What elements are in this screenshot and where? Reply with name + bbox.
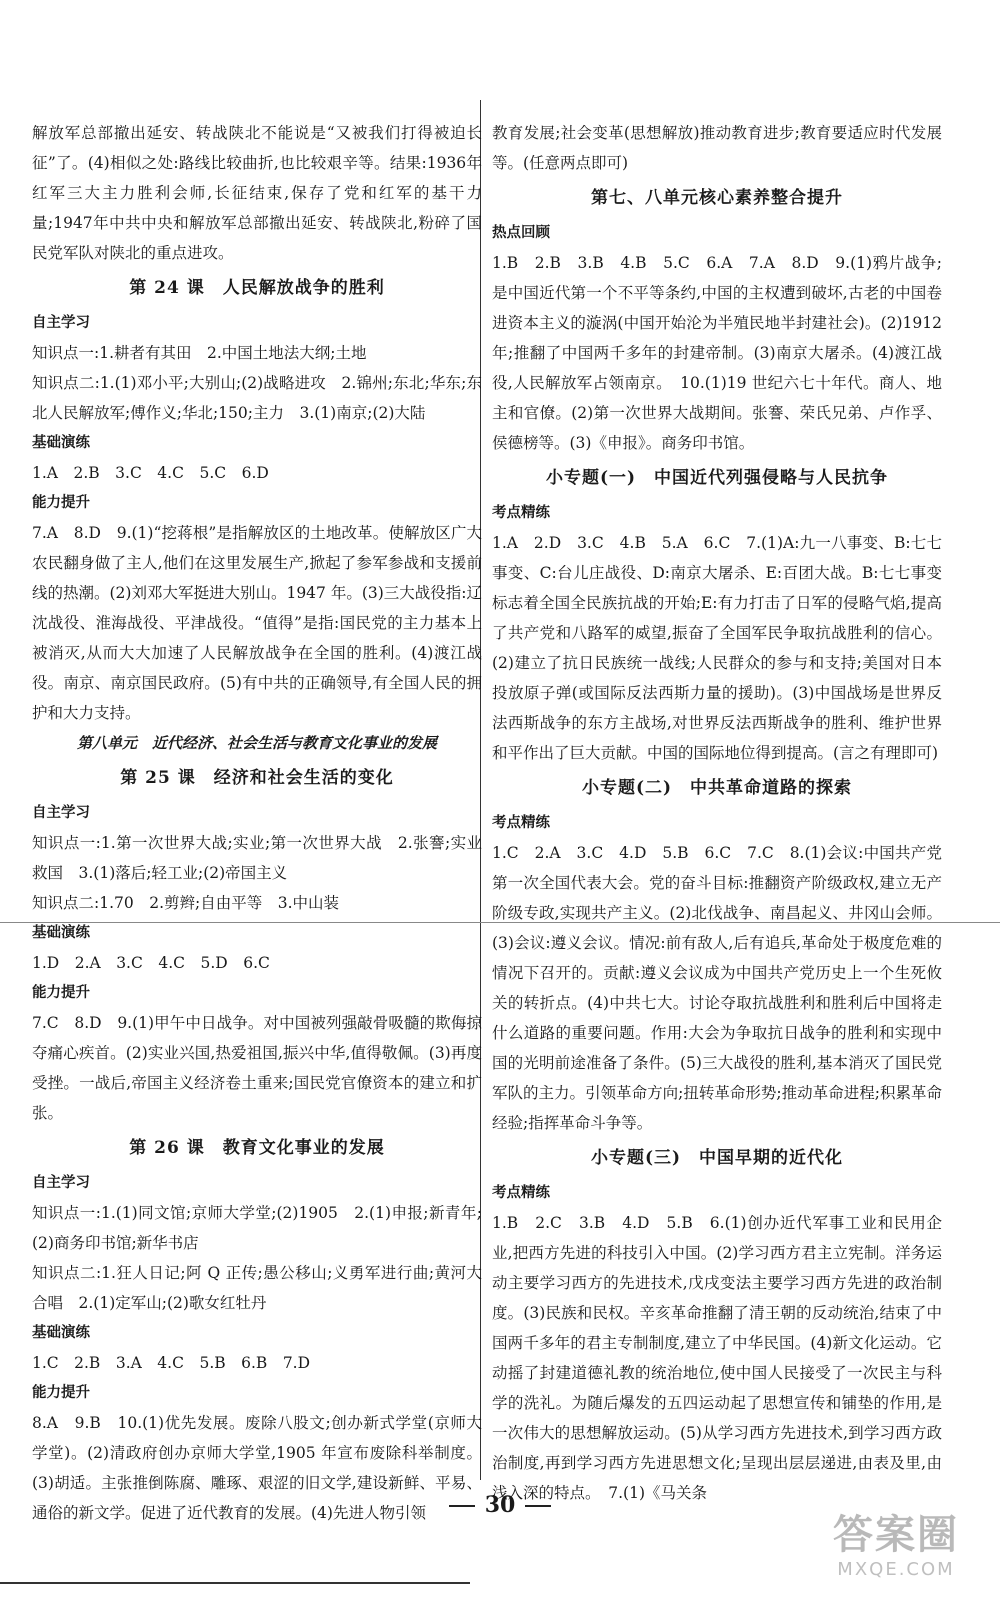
knowledge-point-1: 知识点一:1.第一次世界大战;实业;第一次世界大战 2.张謇;实业救国 3.(1)落后;轻工业;(2)帝国主义 bbox=[32, 834, 482, 882]
watermark-logo: 答案圈 bbox=[833, 1512, 959, 1558]
ability-answers: 8.A 9.B 10.(1)优先发展。废除八股文;创办新式学堂(京师大学堂)。(2)清政府创办京师大学堂,1905 年宣布废除科举制度。(3)胡适。主张推倒陈腐、雕琢、艰涩的旧文学,建设新鲜、平易、通俗的新文学。促进了近代教育的发展。(4)先进人物引领 bbox=[32, 1414, 482, 1522]
knowledge-point-2: 知识点二:1.70 2.剪辫;自由平等 3.中山装 bbox=[32, 894, 340, 912]
section-heading: 基础演练 bbox=[32, 924, 90, 941]
section-heading: 自主学习 bbox=[32, 1174, 90, 1191]
knowledge-point-2: 知识点二:1.狂人日记;阿 Q 正传;愚公移山;义勇军进行曲;黄河大合唱 2.(1)定军山;(2)歌女红牡丹 bbox=[32, 1264, 482, 1312]
knowledge-point-1: 知识点一:1.(1)同文馆;京师大学堂;(2)1905 2.(1)申报;新青年;(2)商务印书馆;新华书店 bbox=[32, 1204, 482, 1252]
core-review-title: 第七、八单元核心素养整合提升 bbox=[591, 188, 843, 208]
section-heading: 能力提升 bbox=[32, 984, 90, 1001]
knowledge-point-1: 知识点一:1.耕者有其田 2.中国土地法大纲;土地 bbox=[32, 344, 367, 362]
right-column bbox=[492, 118, 942, 1508]
left-column bbox=[32, 118, 482, 1528]
lesson-26-title: 第 26 课 教育文化事业的发展 bbox=[129, 1138, 385, 1158]
section-heading: 热点回顾 bbox=[492, 224, 550, 241]
topic-1-title: 小专题(一) 中国近代列强侵略与人民抗争 bbox=[545, 468, 889, 488]
ability-answers: 7.C 8.D 9.(1)甲午中日战争。对中国被列强敲骨吸髓的欺侮掠夺痛心疾首。(2)实业兴国,热爱祖国,振兴中华,值得敬佩。(3)再度受挫。一战后,帝国主义经济卷土重来;国民党官僚资本的建立和扩张。 bbox=[32, 1014, 482, 1122]
watermark-url: MXQE.COM bbox=[837, 1559, 955, 1580]
basic-answers: 1.D 2.A 3.C 4.C 5.D 6.C bbox=[32, 954, 270, 972]
watermark bbox=[816, 1512, 976, 1592]
section-heading: 考点精练 bbox=[492, 814, 550, 831]
section-heading: 自主学习 bbox=[32, 314, 90, 331]
basic-answers: 1.A 2.B 3.C 4.C 5.C 6.D bbox=[32, 464, 269, 482]
ability-answers: 7.A 8.D 9.(1)“挖蒋根”是指解放区的土地改革。使解放区广大农民翻身做了主人,他们在这里发展生产,掀起了参军参战和支援前线的热潮。(2)刘邓大军挺进大别山。1947 年。(3)三大战役指:辽沈战役、淮海战役、平津战役。“值得”是指:国民党的主力基本上被消灭,从而大大加速了人民解放战争在全国的胜利。(4)渡江战役。南京、南京国民政府。(5)有中共的正确领导,有全国人民的拥护和大力支持。 bbox=[32, 524, 483, 722]
basic-answers: 1.C 2.B 3.A 4.C 5.B 6.B 7.D bbox=[32, 1354, 311, 1372]
bottom-rule bbox=[0, 1582, 470, 1584]
section-heading: 能力提升 bbox=[32, 494, 90, 511]
topic-2-answers: 1.C 2.A 3.C 4.D 5.B 6.C 7.C 8.(1)会议:中国共产党第一次全国代表大会。党的奋斗目标:推翻资产阶级政权,建立无产阶级专政,实现共产主义。(2)北伐战争、南昌起义、井冈山会师。(3)会议:遵义会议。情况:前有敌人,后有追兵,革命处于极度危难的情况下召开的。贡献:遵义会议成为中国共产党历史上一个生死攸关的转折点。(4)中共七大。讨论夺取抗战胜利和胜利后中国将走什么道路的重要问题。作用:大会为争取抗日战争的胜利和实现中国的光明前途准备了条件。(5)三大战役的胜利,基本消灭了国民党军队的主力。引领革命方向;扭转革命形势;推动革命进程;积累革命经验;指挥革命斗争等。 bbox=[492, 844, 942, 1132]
lesson-25-title: 第 25 课 经济和社会生活的变化 bbox=[120, 768, 394, 788]
page-number-value: 30 bbox=[484, 1492, 516, 1518]
section-heading: 基础演练 bbox=[32, 434, 90, 451]
section-heading: 考点精练 bbox=[492, 1184, 550, 1201]
section-heading: 自主学习 bbox=[32, 804, 90, 821]
section-heading: 能力提升 bbox=[32, 1384, 90, 1401]
dash-left bbox=[449, 1505, 475, 1507]
right-intro: 教育发展;社会变革(思想解放)推动教育进步;教育要适应时代发展等。(任意两点即可) bbox=[492, 124, 942, 172]
knowledge-point-2: 知识点二:1.(1)邓小平;大别山;(2)战略进攻 2.锦州;东北;华东;东北人民解放军;傅作义;华北;150;主力 3.(1)南京;(2)大陆 bbox=[32, 374, 482, 422]
topic-2-title: 小专题(二) 中共革命道路的探索 bbox=[581, 778, 853, 798]
lesson-24-title: 第 24 课 人民解放战争的胜利 bbox=[129, 278, 385, 298]
section-heading: 基础演练 bbox=[32, 1324, 90, 1341]
dash-right bbox=[525, 1505, 551, 1507]
topic-3-title: 小专题(三) 中国早期的近代化 bbox=[590, 1148, 844, 1168]
topic-3-answers: 1.B 2.C 3.B 4.D 5.B 6.(1)创办近代军事工业和民用企业,把西方先进的科技引入中国。(2)学习西方君主立宪制。洋务运动主要学习西方的先进技术,戊戌变法主要学习西方先进的政治制度。(3)民族和民权。辛亥革命推翻了清王朝的反动统治,结束了中国两千多年的君主专制制度,建立了中华民国。(4)新文化运动。它动摇了封建道德礼教的统治地位,使中国人民接受了一次民主与科学的洗礼。为随后爆发的五四运动起了思想宣传和铺垫的作用,是一次伟大的思想解放运动。(5)从学习西方先进技术,到学习西方政治制度,再到学习西方先进思想文化;呈现出层层递进,由表及里,由浅入深的特点。 7.(1)《马关条 bbox=[492, 1214, 942, 1502]
topic-1-answers: 1.A 2.D 3.C 4.B 5.A 6.C 7.(1)A:九一八事变、B:七七事变、C:台儿庄战役、D:南京大屠杀、E:百团大战。B:七七事变标志着全国全民族抗战的开始;E:有力打击了日军的侵略气焰,提高了共产党和八路军的威望,振奋了全国军民争取抗战胜利的信心。(2)建立了抗日民族统一战线;人民群众的参与和支持;美国对日本投放原子弹(或国际反法西斯力量的援助)。(3)中国战场是世界反法西斯战争的东方主战场,对世界反法西斯战争的胜利、维护世界和平作出了巨大贡献。中国的国际地位得到提高。(言之有理即可) bbox=[492, 534, 942, 762]
unit-8-title: 第八单元 近代经济、社会生活与教育文化事业的发展 bbox=[76, 734, 437, 752]
left-intro: 解放军总部撤出延安、转战陕北不能说是“又被我们打得被迫长征”了。(4)相似之处:路线比较曲折,也比较艰辛等。结果:1936年红军三大主力胜利会师,长征结束,保存了党和红军的基干力量;1947年中共中央和解放军总部撤出延安、转战陕北,粉碎了国民党军队对陕北的重点进攻。 bbox=[32, 124, 482, 262]
section-heading: 考点精练 bbox=[492, 504, 550, 521]
core-review-answers: 1.B 2.B 3.B 4.B 5.C 6.A 7.A 8.D 9.(1)鸦片战争;是中国近代第一个不平等条约,中国的主权遭到破坏,古老的中国卷进资本主义的漩涡(中国开始沦为半殖民地半封建社会)。(2)1912 年;推翻了中国两千多年的封建帝制。(3)南京大屠杀。(4)渡江战役,人民解放军占领南京。 10.(1)19 世纪六七十年代。商人、地主和官僚。(2)第一次世界大战期间。张謇、荣氏兄弟、卢作孚、侯德榜等。(3)《申报》。商务印书馆。 bbox=[492, 254, 942, 452]
